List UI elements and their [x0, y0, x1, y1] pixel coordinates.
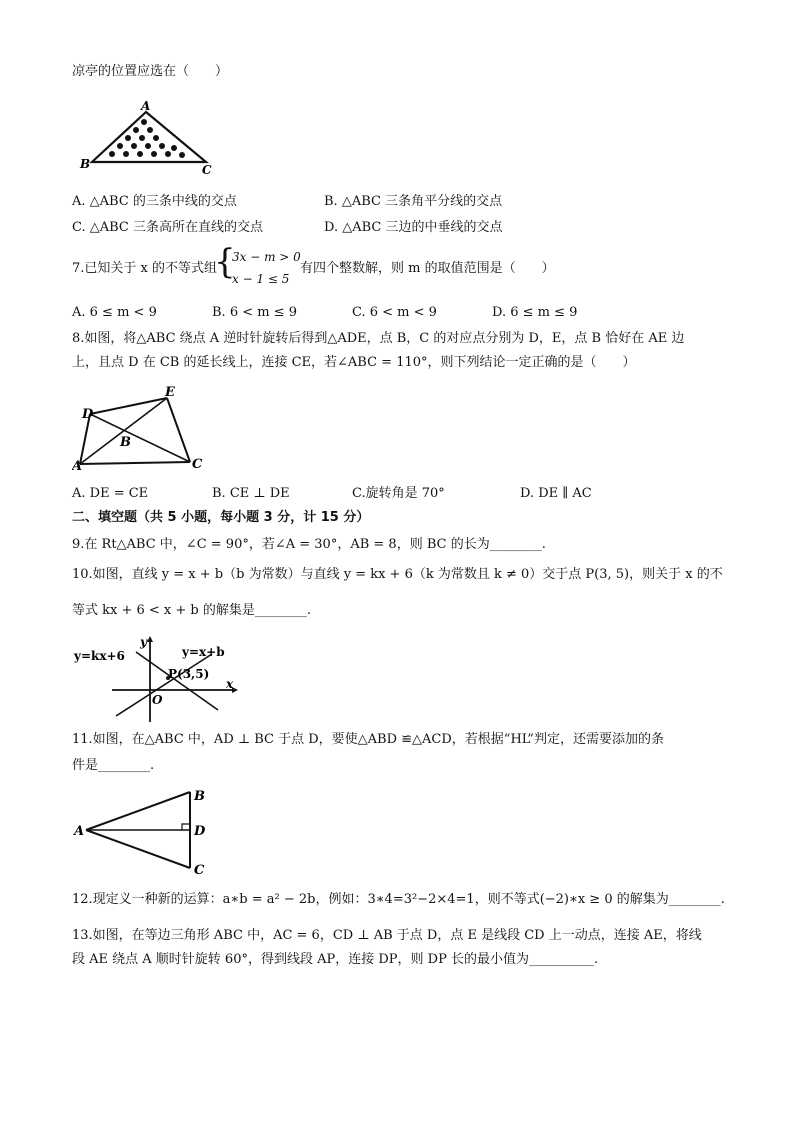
q8-option-b: B. CE ⊥ DE — [212, 486, 290, 501]
label-line-b: y=x+b — [182, 645, 225, 659]
label-c: C — [192, 457, 203, 472]
q6-option-a: A. △ABC 的三条中线的交点 — [72, 194, 237, 209]
label-d: D — [194, 824, 206, 839]
q11-line2: 件是________. — [72, 758, 155, 773]
q7-option-d: D. 6 ≤ m ≤ 9 — [492, 305, 578, 320]
label-b: B — [80, 157, 91, 171]
q7-prefix: 7.已知关于 x 的不等式组 — [72, 261, 217, 276]
q9-text: 9.在 Rt△ABC 中，∠C = 90°，若∠A = 30°，AB = 8，则 BC 的长为________. — [72, 537, 546, 552]
label-line-a: y=kx+6 — [74, 649, 125, 663]
q8-line2: 上，且点 D 在 CB 的延长线上，连接 CE，若∠ABC = 110°，则下列结论一定正确的是（ ） — [72, 355, 636, 370]
q6-option-c: C. △ABC 三条高所在直线的交点 — [72, 220, 264, 235]
q11-triangle-figure — [72, 784, 222, 880]
q10-line2: 等式 kx + 6 < x + b 的解集是________. — [72, 603, 312, 618]
line-kx-plus-6 — [136, 652, 218, 710]
q8-line1: 8.如图，将△ABC 绕点 A 逆时针旋转后得到△ADE，点 B，C 的对应点分别为 D，E，点 B 恰好在 AE 边 — [72, 331, 685, 346]
q6-option-d: D. △ABC 三边的中垂线的交点 — [324, 220, 503, 235]
label-e: E — [165, 385, 175, 400]
q10-graph-figure — [72, 632, 242, 724]
q7-option-c: C. 6 < m < 9 — [352, 305, 437, 320]
q7-option-a: A. 6 ≤ m < 9 — [72, 305, 157, 320]
label-c: C — [194, 863, 205, 878]
q13-line2: 段 AE 绕点 A 顺时针旋转 60°，得到线段 AP，连接 DP，则 DP 长的最小值为__________. — [72, 952, 599, 967]
label-x-axis: x — [226, 677, 234, 691]
q7-system-line1: 3x − m > 0 — [232, 250, 301, 264]
label-c: C — [202, 163, 212, 177]
q8-rotation-figure — [72, 378, 212, 476]
q10-line1: 10.如图，直线 y = x + b（b 为常数）与直线 y = kx + 6（k 为常数且 k ≠ 0）交于点 P(3, 5)，则关于 x 的不 — [72, 567, 723, 582]
label-b: B — [194, 789, 205, 804]
q7-system-line2: x − 1 ≤ 5 — [232, 272, 290, 286]
line-x-plus-b — [116, 654, 212, 716]
q8-option-d: D. DE ∥ AC — [520, 486, 592, 501]
label-y-axis: y — [140, 635, 147, 649]
label-origin: O — [152, 693, 163, 707]
q12-text: 12.现定义一种新的运算：a∗b = a² − 2b，例如：3∗4=3²−2×4=1，则不等式(−2)∗x ≥ 0 的解集为________. — [72, 892, 725, 907]
label-a: A — [72, 459, 83, 474]
right-angle-mark — [182, 824, 190, 830]
q7-brace: { — [214, 242, 236, 282]
q13-line1: 13.如图，在等边三角形 ABC 中，AC = 6，CD ⊥ AB 于点 D，点 E 是线段 CD 上一动点，连接 AE，将线 — [72, 928, 702, 943]
label-a: A — [74, 824, 85, 839]
label-d: D — [82, 407, 94, 422]
label-point: P(3,5) — [168, 667, 210, 681]
label-a: A — [141, 99, 151, 113]
tree-pattern — [109, 119, 185, 158]
q8-option-a: A. DE = CE — [72, 486, 149, 501]
label-b: B — [120, 435, 131, 450]
q11-line1: 11.如图，在△ABC 中，AD ⊥ BC 于点 D，要使△ABD ≌△ACD，若根据“HL”判定，还需要添加的条 — [72, 732, 664, 747]
q7-suffix: 有四个整数解，则 m 的取值范围是（ ） — [300, 261, 555, 276]
section-heading: 二、填空题（共 5 小题，每小题 3 分，计 15 分） — [72, 510, 370, 525]
q7-option-b: B. 6 < m ≤ 9 — [212, 305, 298, 320]
q6-stem-tail: 凉亭的位置应选在（ ） — [72, 64, 229, 79]
q8-option-c: C.旋转角是 70° — [352, 486, 445, 501]
q6-triangle-figure — [78, 98, 218, 178]
q6-option-b: B. △ABC 三条角平分线的交点 — [324, 194, 503, 209]
